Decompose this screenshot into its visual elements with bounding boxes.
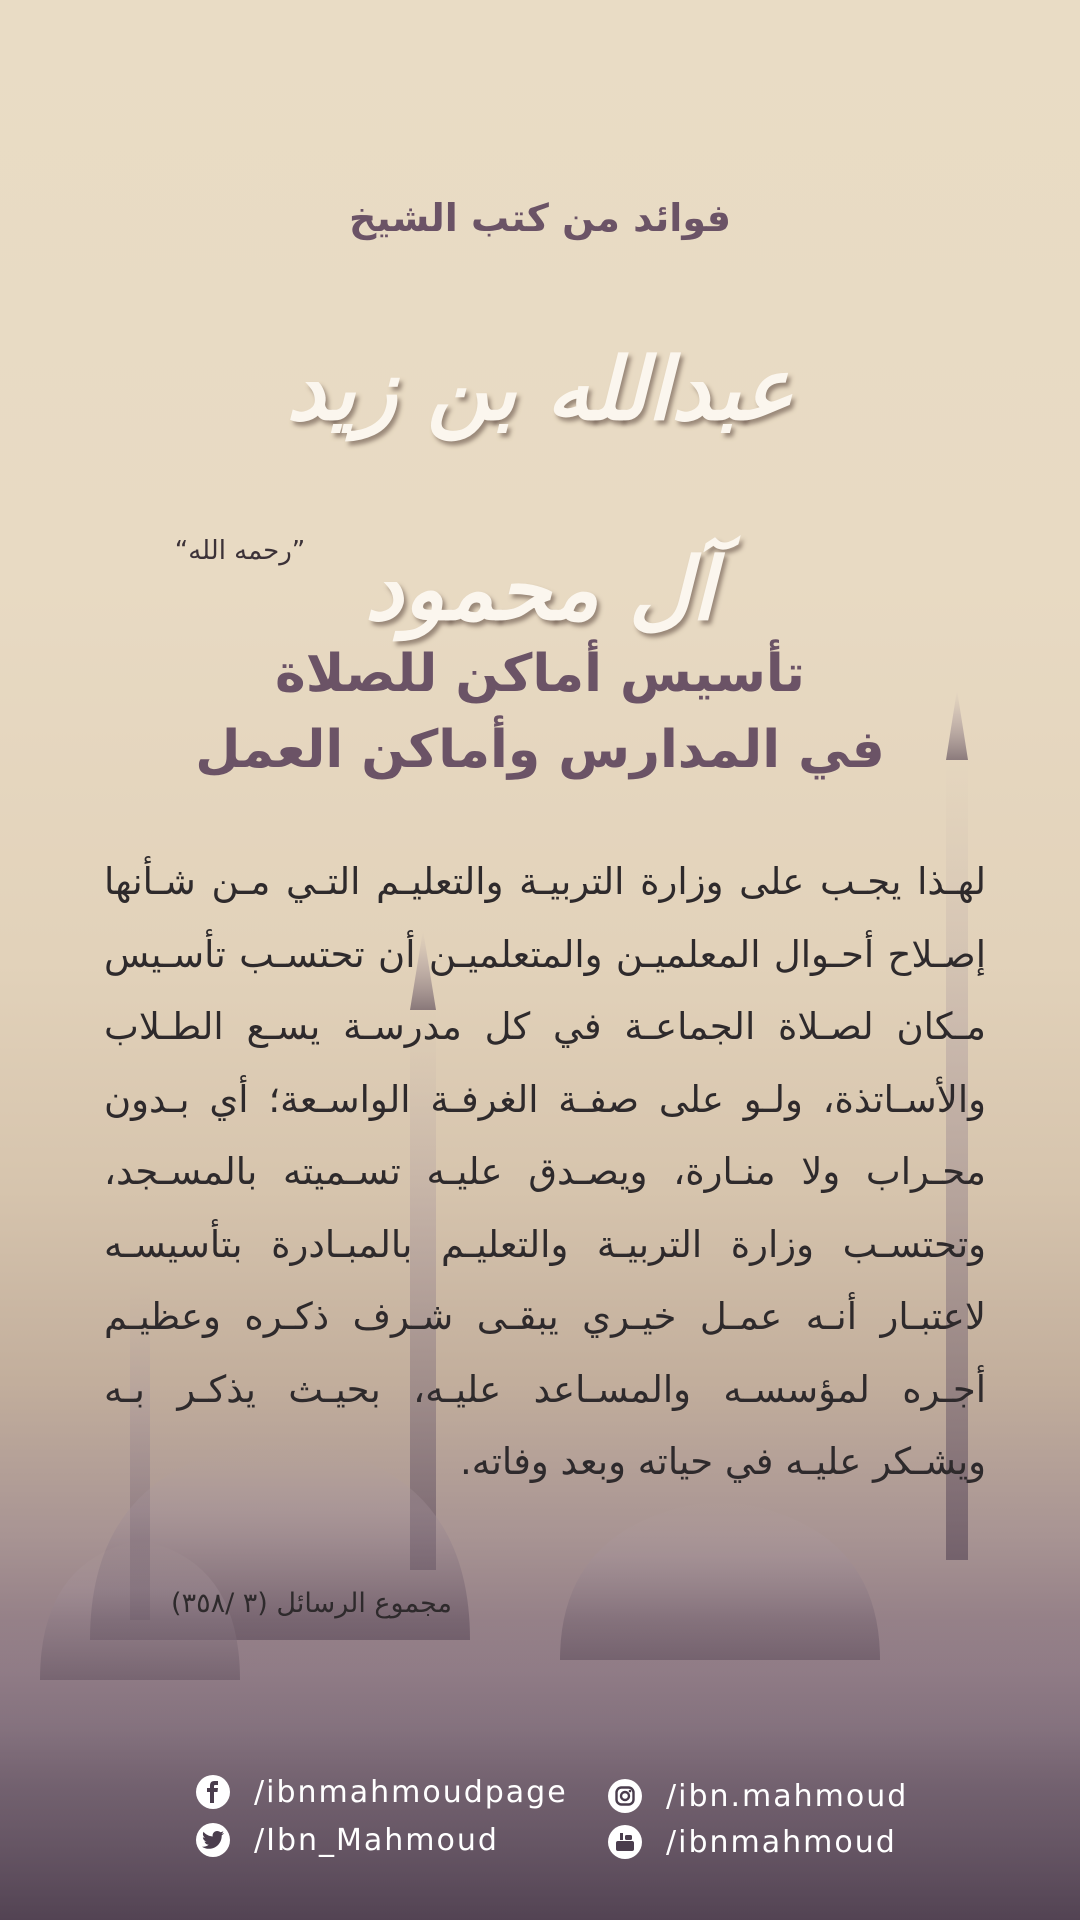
twitter-handle: /Ibn_Mahmoud [254, 1822, 499, 1858]
facebook-handle: /ibnmahmoudpage [254, 1774, 568, 1810]
facebook-icon [196, 1775, 230, 1809]
twitter-link[interactable] [196, 1820, 499, 1860]
source-citation: مجموع الرسائل (٣ /٣٥٨) [171, 1588, 452, 1619]
youtube-handle: /ibnmahmoud [666, 1824, 897, 1860]
series-header: فوائد من كتب الشيخ [348, 196, 732, 240]
instagram-handle: /ibn.mahmoud [666, 1778, 909, 1814]
youtube-link[interactable] [608, 1822, 897, 1862]
instagram-link[interactable] [608, 1776, 908, 1816]
article-body: لهـذا يجـب على وزارة التربيـة والتعليـم التـي مـن شـأنها إصـلاح أحـوال المعلميـن والمتعلميـن أن تحتسـب تأسـيس مـكان لصـلاة الجماعـة في كل مدرسـة يسـع الطـلاب والأسـاتذة، ولـو على صفـة الغرفـة الواسـعة؛ أي بـدون محـراب ولا منـارة، ويصـدق عليـه تسـميته بالمسـجد، وتحتسـب وزارة التربيـة والتعليـم بالمبـادرة بتأسيسـه لاعتبـار أنـه عمـل خيـري يبقـى شـرف ذكـره وعظيـم أجـره لمؤسسـه والمسـاعد عليـه، بحيـث يذكـر بـه ويشـكر عليـه في حياته وبعد وفاته. [104, 860, 986, 1483]
facebook-link[interactable] [196, 1772, 568, 1812]
title-line-1: تأسيس أماكن للصلاة [275, 644, 805, 704]
youtube-icon [608, 1825, 642, 1859]
honorific: ”رحمه الله“ [174, 536, 306, 566]
article-title [0, 636, 1080, 788]
title-line-2: في المدارس وأماكن العمل [195, 720, 885, 780]
instagram-icon [608, 1779, 642, 1813]
sheikh-name-calligraphy: عبدالله بن زيد آل محمود [286, 339, 794, 640]
twitter-icon [196, 1823, 230, 1857]
